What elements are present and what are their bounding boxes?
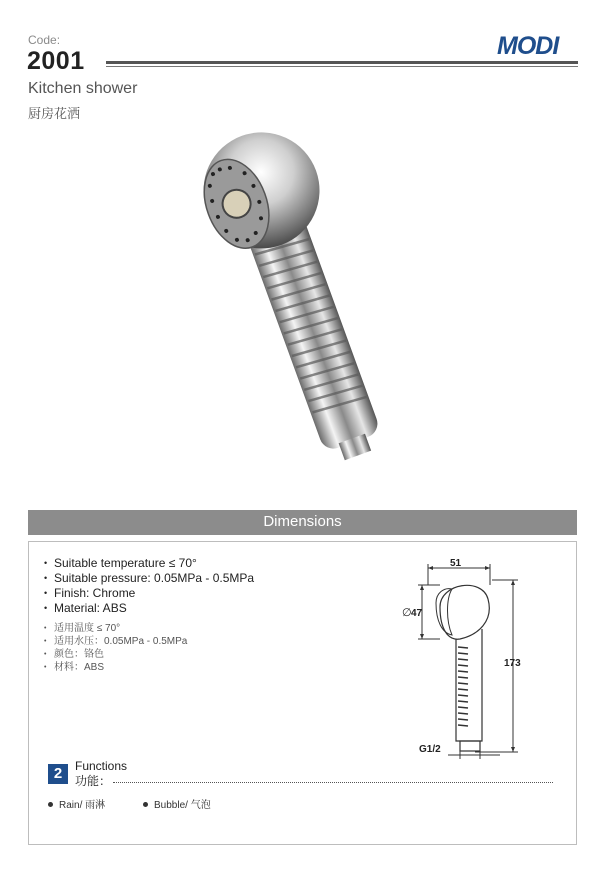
spec-item	[44, 586, 254, 601]
function-label: Rain/ 雨淋	[59, 800, 106, 811]
dim-thread-label: G1/2	[419, 744, 441, 755]
bullet-icon: •	[44, 664, 47, 671]
header-rule	[106, 61, 578, 64]
diameter-symbol-icon: ∅	[402, 607, 412, 619]
function-label: Bubble/ 气泡	[154, 800, 211, 811]
bullet-icon	[48, 802, 53, 807]
dim-diameter-label: 47	[411, 608, 423, 619]
header-rule-thin	[106, 66, 578, 67]
spec-text-cn: 颜色：铬色	[54, 649, 104, 660]
functions-divider	[113, 782, 553, 783]
spec-item-cn	[44, 648, 187, 661]
functions-title-en: Functions	[75, 759, 128, 773]
product-code: 2001	[27, 47, 85, 75]
product-name-en: Kitchen shower	[28, 80, 138, 97]
spec-text-cn: 适用温度 ≤ 70°	[54, 623, 121, 634]
section-number-badge: 2	[48, 764, 68, 784]
spec-item-cn	[44, 622, 187, 635]
bullet-icon: •	[44, 573, 48, 583]
product-image	[200, 122, 400, 482]
bullet-icon: •	[44, 558, 48, 568]
function-item-bubble	[143, 796, 211, 811]
spec-item	[44, 556, 254, 571]
spec-item	[44, 601, 254, 616]
bullet-icon: •	[44, 625, 47, 632]
spec-text-cn: 材料：ABS	[54, 662, 105, 673]
dimension-drawing	[400, 555, 540, 765]
bullet-icon: •	[44, 638, 47, 645]
spec-text-cn: 适用水压：0.05MPa - 0.5MPa	[54, 636, 188, 647]
bullet-icon: •	[44, 603, 48, 613]
specs-list-en	[44, 556, 254, 616]
brand-logo: MODI	[497, 32, 559, 60]
spec-text: Finish: Chrome	[54, 586, 136, 600]
function-item-rain	[48, 796, 105, 811]
spec-text: Material: ABS	[54, 601, 127, 615]
product-name-cn: 厨房花洒	[28, 106, 81, 121]
bullet-icon: •	[44, 651, 47, 658]
spec-text: Suitable temperature ≤ 70°	[54, 556, 197, 570]
spec-text: Suitable pressure: 0.05MPa - 0.5MPa	[54, 571, 255, 585]
dim-width-label: 51	[450, 558, 462, 569]
bullet-icon	[143, 802, 148, 807]
functions-title-cn: 功能：	[75, 774, 112, 788]
dimensions-title: Dimensions	[263, 513, 342, 530]
code-label: Code:	[28, 33, 61, 47]
dim-length-label: 173	[504, 658, 521, 669]
specs-list-cn	[44, 622, 187, 674]
spec-item-cn	[44, 661, 187, 674]
spec-item-cn	[44, 635, 187, 648]
bullet-icon: •	[44, 588, 48, 598]
spec-item	[44, 571, 254, 586]
